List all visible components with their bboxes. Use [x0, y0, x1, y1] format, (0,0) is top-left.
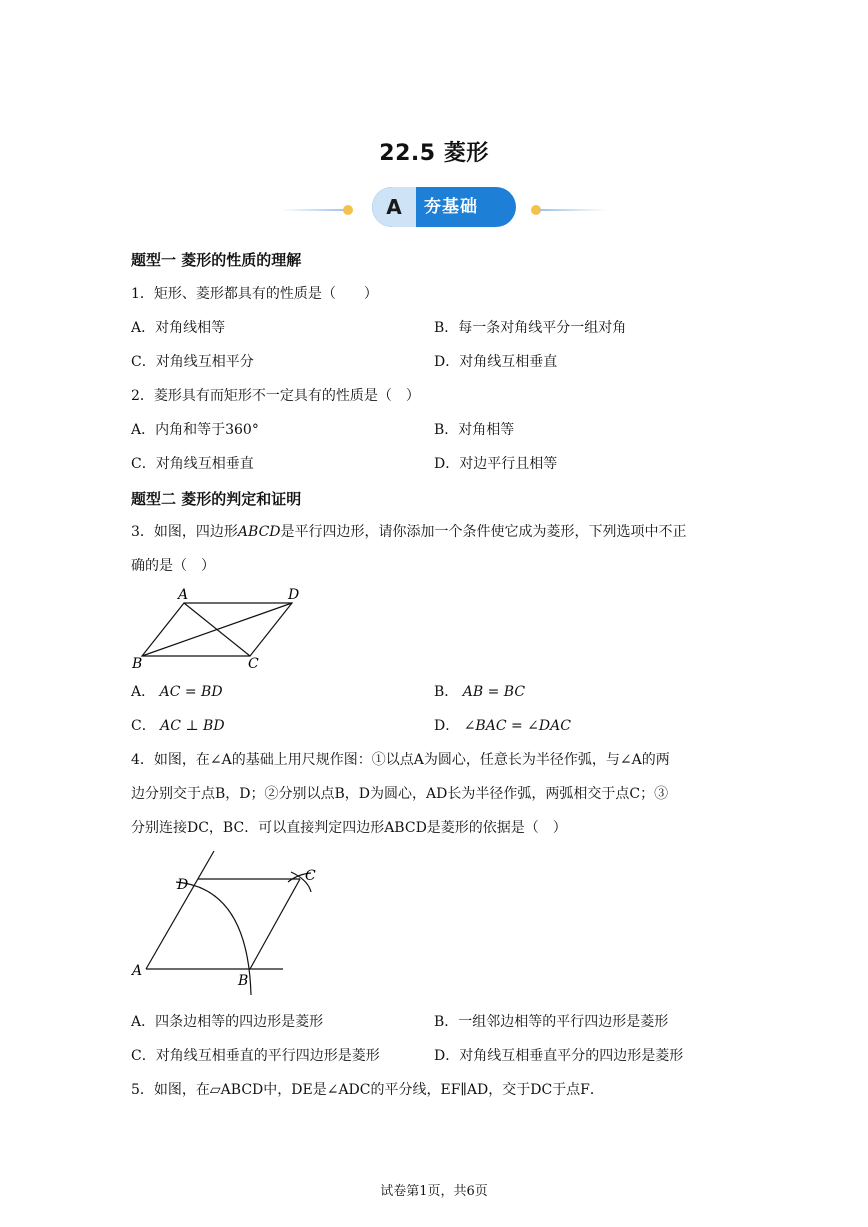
- q2-option-a: A．内角和等于360°: [131, 422, 259, 438]
- q3-stem-prefix: 3．如图，四边形: [131, 524, 238, 540]
- q3-label-d: D: [288, 587, 300, 603]
- page-footer: 试卷第1页，共6页: [380, 1184, 488, 1199]
- banner-line-right: [540, 209, 606, 211]
- q4-segment-bc: [250, 879, 300, 969]
- question-4-line2: 边分别交于点B，D；②分别以点B，D为圆心，AD长为半径作弧，两弧相交于点C；③: [131, 786, 669, 802]
- q4-option-c: C．对角线互相垂直的平行四边形是菱形: [131, 1048, 380, 1064]
- q4-ray-ad: [146, 851, 214, 969]
- q3-stem-suffix: 是平行四边形，请你添加一个条件使它成为菱形，下列选项中不正: [280, 524, 687, 540]
- q2-option-d: D．对边平行且相等: [434, 456, 558, 472]
- q3-parallelogram-figure: [128, 584, 328, 674]
- q4-label-b: B: [238, 973, 249, 989]
- banner-letter: A: [372, 187, 416, 227]
- banner-line-left: [280, 209, 346, 211]
- question-5-stem: 5．如图，在▱ABCD中，DE是∠ADC的平分线，EF∥AD，交于DC于点F．: [131, 1082, 604, 1098]
- q3-stem-math: ABCD: [237, 524, 281, 540]
- q3-option-b: B． AB = BC: [434, 684, 526, 700]
- q2-option-c: C．对角线互相垂直: [131, 456, 254, 472]
- q1-option-b: B．每一条对角线平分一组对角: [434, 320, 627, 336]
- q3-diagonal-bd: [142, 603, 292, 656]
- section-heading-1: 题型一 菱形的性质的理解: [131, 251, 302, 269]
- page-title: 22.5 菱形: [379, 141, 489, 166]
- q4-option-a: A．四条边相等的四边形是菱形: [131, 1014, 324, 1030]
- q3-option-d: D． ∠BAC = ∠DAC: [434, 718, 571, 734]
- q3-label-b: B: [132, 656, 143, 672]
- q4-option-b: B．一组邻边相等的平行四边形是菱形: [434, 1014, 669, 1030]
- question-4-line3: 分别连接DC，BC．可以直接判定四边形ABCD是菱形的依据是（ ）: [131, 820, 567, 836]
- q3-label-a: A: [178, 587, 189, 603]
- q1-option-a: A．对角线相等: [131, 320, 226, 336]
- q4-label-c: C: [305, 868, 316, 884]
- question-1-stem: 1．矩形、菱形都具有的性质是（ ）: [131, 286, 378, 302]
- banner-label: 夯基础: [424, 197, 478, 217]
- q4-option-d: D．对角线互相垂直平分的四边形是菱形: [434, 1048, 684, 1064]
- q4-label-d: D: [177, 877, 189, 893]
- question-2-stem: 2．菱形具有而矩形不一定具有的性质是（ ）: [131, 388, 420, 404]
- q2-option-b: B．对角相等: [434, 422, 515, 438]
- q3-option-a: A． AC = BD: [131, 684, 223, 700]
- question-4-line1: 4．如图，在∠A的基础上用尺规作图：①以点A为圆心，任意长为半径作弧，与∠A的两: [131, 752, 670, 768]
- question-3-stem: [131, 522, 741, 542]
- question-3-stem-line2: 确的是（ ）: [131, 558, 215, 574]
- banner-dot-left: [343, 205, 353, 215]
- q3-label-c: C: [248, 656, 259, 672]
- q1-option-c: C．对角线互相平分: [131, 354, 254, 370]
- q4-construction-figure: [128, 848, 338, 1003]
- section-banner: [372, 187, 516, 227]
- q4-label-a: A: [132, 963, 143, 979]
- section-heading-2: 题型二 菱形的判定和证明: [131, 490, 302, 508]
- q1-option-d: D．对角线互相垂直: [434, 354, 558, 370]
- q3-option-c: C． AC ⊥ BD: [131, 718, 225, 734]
